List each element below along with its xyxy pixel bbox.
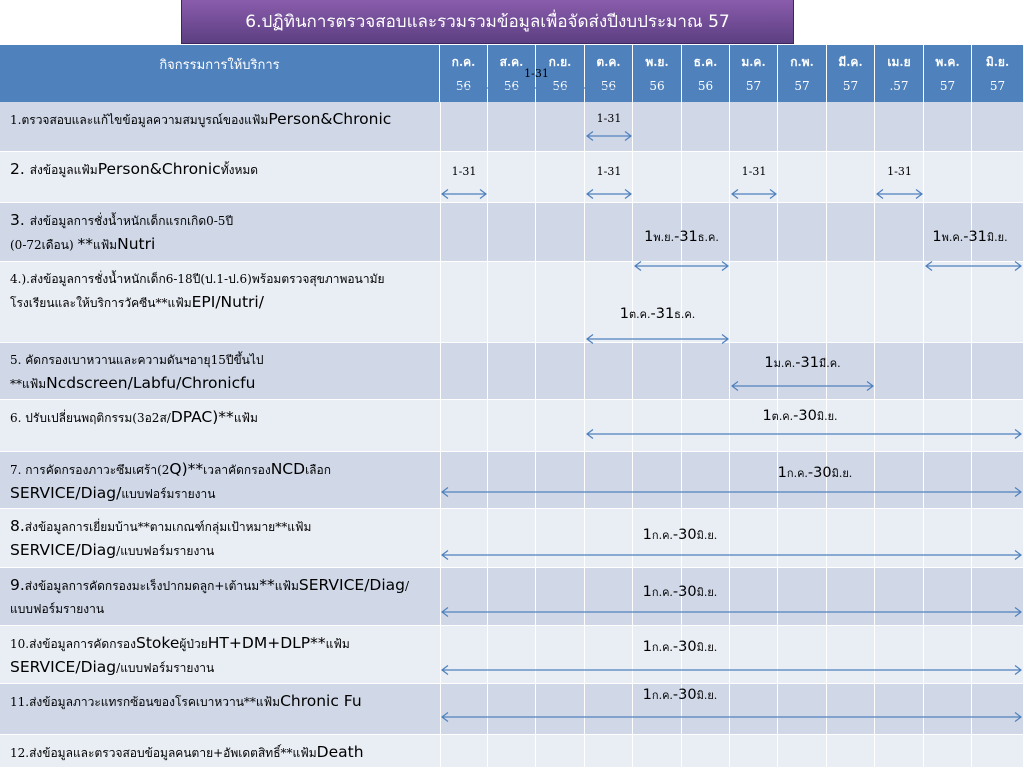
column-divider bbox=[632, 343, 633, 399]
column-divider bbox=[971, 684, 972, 734]
column-divider bbox=[729, 735, 730, 767]
table-row bbox=[0, 626, 1024, 684]
column-divider bbox=[729, 452, 730, 508]
activity-line: 2. ส่งข้อมูลแฟ้มPerson&Chronicทั้งหมด bbox=[10, 160, 259, 178]
column-divider bbox=[632, 735, 633, 767]
month-year: 57 bbox=[745, 79, 762, 93]
header-month bbox=[778, 45, 827, 102]
column-divider bbox=[874, 400, 875, 451]
column-divider bbox=[681, 102, 682, 151]
month-name: ต.ค. bbox=[596, 55, 621, 69]
activity-line: โรงเรียนและให้บริการวัคซีน**แฟ้มEPI/Nutri/ bbox=[10, 293, 264, 311]
month-year: .57 bbox=[889, 79, 909, 93]
range-arrow bbox=[731, 189, 777, 199]
schedule-table bbox=[0, 45, 1024, 768]
month-year: 56 bbox=[552, 79, 568, 93]
range-arrow bbox=[876, 189, 923, 199]
activity-line: SERVICE/Diag/แบบฟอร์มรายงาน bbox=[10, 484, 216, 502]
column-divider bbox=[729, 152, 730, 202]
month-name: พ.ย. bbox=[645, 55, 669, 69]
column-divider bbox=[584, 684, 585, 734]
table-row bbox=[0, 684, 1024, 735]
column-divider bbox=[923, 102, 924, 151]
column-divider bbox=[777, 203, 778, 261]
month-year: 56 bbox=[600, 79, 617, 93]
column-divider bbox=[729, 343, 730, 399]
column-divider bbox=[777, 262, 778, 342]
range-label: 1ม.ค.-31มี.ค. bbox=[764, 355, 841, 371]
page-title: 6.ปฏิทินการตรวจสอบและรวมรวมข้อมูลเพื่อจัดส่งปีงบประมาณ 57 bbox=[181, 0, 794, 44]
activity-line: 9.ส่งข้อมูลการคัดกรองมะเร็งปากมดลูก+เต้านม**แฟ้มSERVICE/Diag/ bbox=[10, 576, 410, 594]
activity-line: 8.ส่งข้อมูลการเยี่ยมบ้าน**ตามเกณฑ์กลุ่มเป้าหมาย**แฟ้ม bbox=[10, 517, 312, 535]
column-divider bbox=[681, 152, 682, 202]
column-divider bbox=[971, 262, 972, 342]
activity-text bbox=[10, 406, 435, 430]
header-activity: กิจกรรมการให้บริการ bbox=[0, 45, 440, 102]
header-month bbox=[730, 45, 778, 102]
activity-text bbox=[10, 349, 435, 396]
table-row bbox=[0, 568, 1024, 626]
month-year: 57 bbox=[842, 79, 859, 93]
column-divider bbox=[487, 102, 488, 151]
column-divider bbox=[971, 102, 972, 151]
table-row bbox=[0, 400, 1024, 452]
activity-line: **แฟ้มNcdscreen/Labfu/Chronicfu bbox=[10, 374, 256, 392]
column-divider bbox=[826, 152, 827, 202]
activity-text bbox=[10, 515, 435, 563]
activity-line: 11.ส่งข้อมูลภาวะแทรกซ้อนของโรคเบาหวาน**แฟ้มChronic Fu bbox=[10, 692, 362, 710]
column-divider bbox=[874, 684, 875, 734]
column-divider bbox=[971, 735, 972, 767]
range-arrow bbox=[441, 550, 1022, 560]
column-divider bbox=[826, 262, 827, 342]
range-arrow bbox=[586, 429, 1022, 439]
column-divider bbox=[584, 452, 585, 508]
column-divider bbox=[826, 102, 827, 151]
column-divider bbox=[584, 735, 585, 767]
column-divider bbox=[440, 343, 441, 399]
range-arrow bbox=[441, 665, 1022, 675]
activity-line: 12.ส่งข้อมูลและตรวจสอบข้อมูลคนตาย+อัพเดตสิทธิ์**แฟ้มDeath bbox=[10, 743, 364, 761]
range-arrow bbox=[441, 487, 1022, 497]
month-name: ก.ย. bbox=[548, 55, 572, 69]
header-month bbox=[440, 45, 488, 102]
table-row bbox=[0, 203, 1024, 262]
activity-text bbox=[10, 458, 435, 506]
column-divider bbox=[681, 400, 682, 451]
range-label: 1พ.ค.-31มิ.ย. bbox=[932, 229, 1008, 245]
column-divider bbox=[729, 400, 730, 451]
column-divider bbox=[535, 684, 536, 734]
column-divider bbox=[632, 400, 633, 451]
column-divider bbox=[440, 102, 441, 151]
column-divider bbox=[923, 400, 924, 451]
column-divider bbox=[584, 262, 585, 342]
range-arrow bbox=[925, 261, 1022, 271]
month-year: 56 bbox=[455, 79, 472, 93]
month-year: 56 bbox=[697, 79, 714, 93]
month-name: มี.ค. bbox=[838, 55, 863, 69]
column-divider bbox=[440, 735, 441, 767]
table-row bbox=[0, 102, 1024, 152]
column-divider bbox=[681, 452, 682, 508]
column-divider bbox=[874, 102, 875, 151]
column-divider bbox=[923, 262, 924, 342]
column-divider bbox=[535, 203, 536, 261]
range-arrow bbox=[441, 607, 1022, 617]
range-arrow bbox=[586, 189, 632, 199]
column-divider bbox=[971, 400, 972, 451]
activity-line: SERVICE/Diag/แบบฟอร์มรายงาน bbox=[10, 541, 215, 559]
column-divider bbox=[584, 102, 585, 151]
range-arrow bbox=[634, 261, 729, 271]
activity-line: 3. ส่งข้อมูลการชั่งน้ำหนักเด็กแรกเกิด0-5ปี bbox=[10, 211, 234, 229]
month-year: 56 bbox=[503, 79, 520, 93]
column-divider bbox=[777, 152, 778, 202]
range-label: 1ก.ค.-30มิ.ย. bbox=[642, 584, 718, 600]
column-divider bbox=[584, 203, 585, 261]
activity-line: SERVICE/Diag/แบบฟอร์มรายงาน bbox=[10, 658, 215, 676]
month-name: มิ.ย. bbox=[985, 55, 1010, 69]
column-divider bbox=[487, 684, 488, 734]
column-divider bbox=[874, 262, 875, 342]
table-row bbox=[0, 452, 1024, 509]
month-name: ก.พ. bbox=[790, 55, 814, 69]
range-label: 1-31 bbox=[451, 165, 477, 178]
column-divider bbox=[729, 102, 730, 151]
table-row bbox=[0, 735, 1024, 768]
range-arrow bbox=[586, 334, 729, 344]
range-label: 1พ.ย.-31ธ.ค. bbox=[644, 229, 719, 245]
range-arrow bbox=[441, 83, 632, 93]
range-arrow bbox=[586, 131, 632, 141]
column-divider bbox=[923, 684, 924, 734]
activity-text bbox=[10, 158, 435, 182]
column-divider bbox=[874, 735, 875, 767]
column-divider bbox=[729, 262, 730, 342]
activity-line: 6. ปรับเปลี่ยนพฤติกรรม(3อ2ส/DPAC)**แฟ้ม bbox=[10, 408, 258, 426]
activity-line: 4.).ส่งข้อมูลการชั่งน้ำหนักเด็ก6-18ปี(ป.1-ป.6)พร้อมตรวจสุขภาพอนามัย bbox=[10, 272, 385, 286]
column-divider bbox=[440, 452, 441, 508]
column-divider bbox=[487, 452, 488, 508]
activity-text bbox=[10, 690, 435, 714]
activity-text bbox=[10, 574, 435, 621]
column-divider bbox=[440, 203, 441, 261]
header-month bbox=[682, 45, 730, 102]
range-label: 1ก.ค.-30มิ.ย. bbox=[642, 687, 718, 703]
column-divider bbox=[584, 343, 585, 399]
month-name: ธ.ค. bbox=[693, 55, 718, 69]
column-divider bbox=[632, 452, 633, 508]
column-divider bbox=[487, 735, 488, 767]
month-year: 57 bbox=[939, 79, 956, 93]
month-name: ม.ค. bbox=[741, 55, 766, 69]
column-divider bbox=[440, 400, 441, 451]
column-divider bbox=[440, 262, 441, 342]
column-divider bbox=[874, 452, 875, 508]
column-divider bbox=[487, 262, 488, 342]
column-divider bbox=[535, 152, 536, 202]
header-month bbox=[875, 45, 924, 102]
column-divider bbox=[971, 343, 972, 399]
range-label: 1-31 bbox=[887, 165, 912, 178]
column-divider bbox=[826, 203, 827, 261]
activity-text bbox=[10, 268, 435, 315]
range-label: 1-31 bbox=[596, 165, 622, 178]
column-divider bbox=[729, 203, 730, 261]
activity-text bbox=[10, 632, 435, 680]
range-label: 1ต.ค.-31ธ.ค. bbox=[619, 306, 696, 322]
range-label: 1ต.ค.-30มิ.ย. bbox=[762, 408, 838, 424]
column-divider bbox=[632, 102, 633, 151]
column-divider bbox=[535, 102, 536, 151]
activity-line: 5. คัดกรองเบาหวานและความดันฯอายุ15ปีขึ้นไป bbox=[10, 353, 264, 367]
column-divider bbox=[777, 102, 778, 151]
column-divider bbox=[681, 343, 682, 399]
header-month bbox=[924, 45, 972, 102]
column-divider bbox=[535, 262, 536, 342]
header-month bbox=[972, 45, 1024, 102]
range-label: 1ก.ค.-30มิ.ย. bbox=[777, 465, 853, 481]
activity-line: 7. การคัดกรองภาวะซึมเศร้า(2Q)**เวลาคัดกรองNCDเลือก bbox=[10, 460, 331, 478]
column-divider bbox=[971, 152, 972, 202]
column-divider bbox=[923, 452, 924, 508]
header-month bbox=[585, 45, 633, 102]
column-divider bbox=[535, 343, 536, 399]
range-arrow bbox=[441, 189, 487, 199]
column-divider bbox=[440, 684, 441, 734]
column-divider bbox=[584, 152, 585, 202]
month-year: 56 bbox=[649, 79, 665, 93]
column-divider bbox=[874, 343, 875, 399]
activity-text bbox=[10, 209, 435, 257]
column-divider bbox=[923, 343, 924, 399]
column-divider bbox=[487, 152, 488, 202]
column-divider bbox=[826, 735, 827, 767]
range-label: 1ก.ค.-30มิ.ย. bbox=[642, 527, 718, 543]
column-divider bbox=[535, 400, 536, 451]
column-divider bbox=[777, 735, 778, 767]
column-divider bbox=[923, 203, 924, 261]
range-label: 1-31 bbox=[524, 67, 549, 80]
table-row bbox=[0, 262, 1024, 343]
month-name: ส.ค. bbox=[499, 55, 524, 69]
activity-text bbox=[10, 108, 435, 132]
activity-line: (0-72เดือน) **แฟ้มNutri bbox=[10, 235, 156, 253]
column-divider bbox=[874, 203, 875, 261]
column-divider bbox=[971, 452, 972, 508]
column-divider bbox=[632, 203, 633, 261]
column-divider bbox=[874, 152, 875, 202]
range-label: 1-31 bbox=[596, 112, 622, 125]
month-year: 57 bbox=[794, 79, 810, 93]
column-divider bbox=[923, 152, 924, 202]
column-divider bbox=[777, 684, 778, 734]
column-divider bbox=[487, 400, 488, 451]
column-divider bbox=[632, 262, 633, 342]
column-divider bbox=[632, 152, 633, 202]
range-label: 1ก.ค.-30มิ.ย. bbox=[642, 639, 718, 655]
activity-text bbox=[10, 741, 435, 765]
table-row bbox=[0, 343, 1024, 400]
month-name: เม.ย bbox=[887, 55, 911, 69]
range-arrow bbox=[731, 381, 874, 391]
range-label: 1-31 bbox=[741, 165, 767, 178]
column-divider bbox=[487, 343, 488, 399]
column-divider bbox=[487, 203, 488, 261]
column-divider bbox=[535, 452, 536, 508]
header-month bbox=[827, 45, 875, 102]
table-row bbox=[0, 152, 1024, 203]
column-divider bbox=[535, 735, 536, 767]
column-divider bbox=[681, 262, 682, 342]
column-divider bbox=[584, 400, 585, 451]
activity-line: 10.ส่งข้อมูลการคัดกรองStokeผู้ป่วยHT+DM+DLP**แฟ้ม bbox=[10, 634, 350, 652]
column-divider bbox=[923, 735, 924, 767]
range-arrow bbox=[441, 712, 1022, 722]
month-name: พ.ค. bbox=[935, 55, 960, 69]
month-year: 57 bbox=[989, 79, 1006, 93]
column-divider bbox=[729, 684, 730, 734]
column-divider bbox=[681, 735, 682, 767]
month-name: ก.ค. bbox=[451, 55, 476, 69]
header-month bbox=[633, 45, 682, 102]
activity-line: แบบฟอร์มรายงาน bbox=[10, 602, 105, 616]
column-divider bbox=[632, 684, 633, 734]
column-divider bbox=[826, 684, 827, 734]
activity-line: 1.ตรวจสอบและแก้ไขข้อมูลความสมบูรณ์ของแฟ้มPerson&Chronic bbox=[10, 110, 392, 128]
